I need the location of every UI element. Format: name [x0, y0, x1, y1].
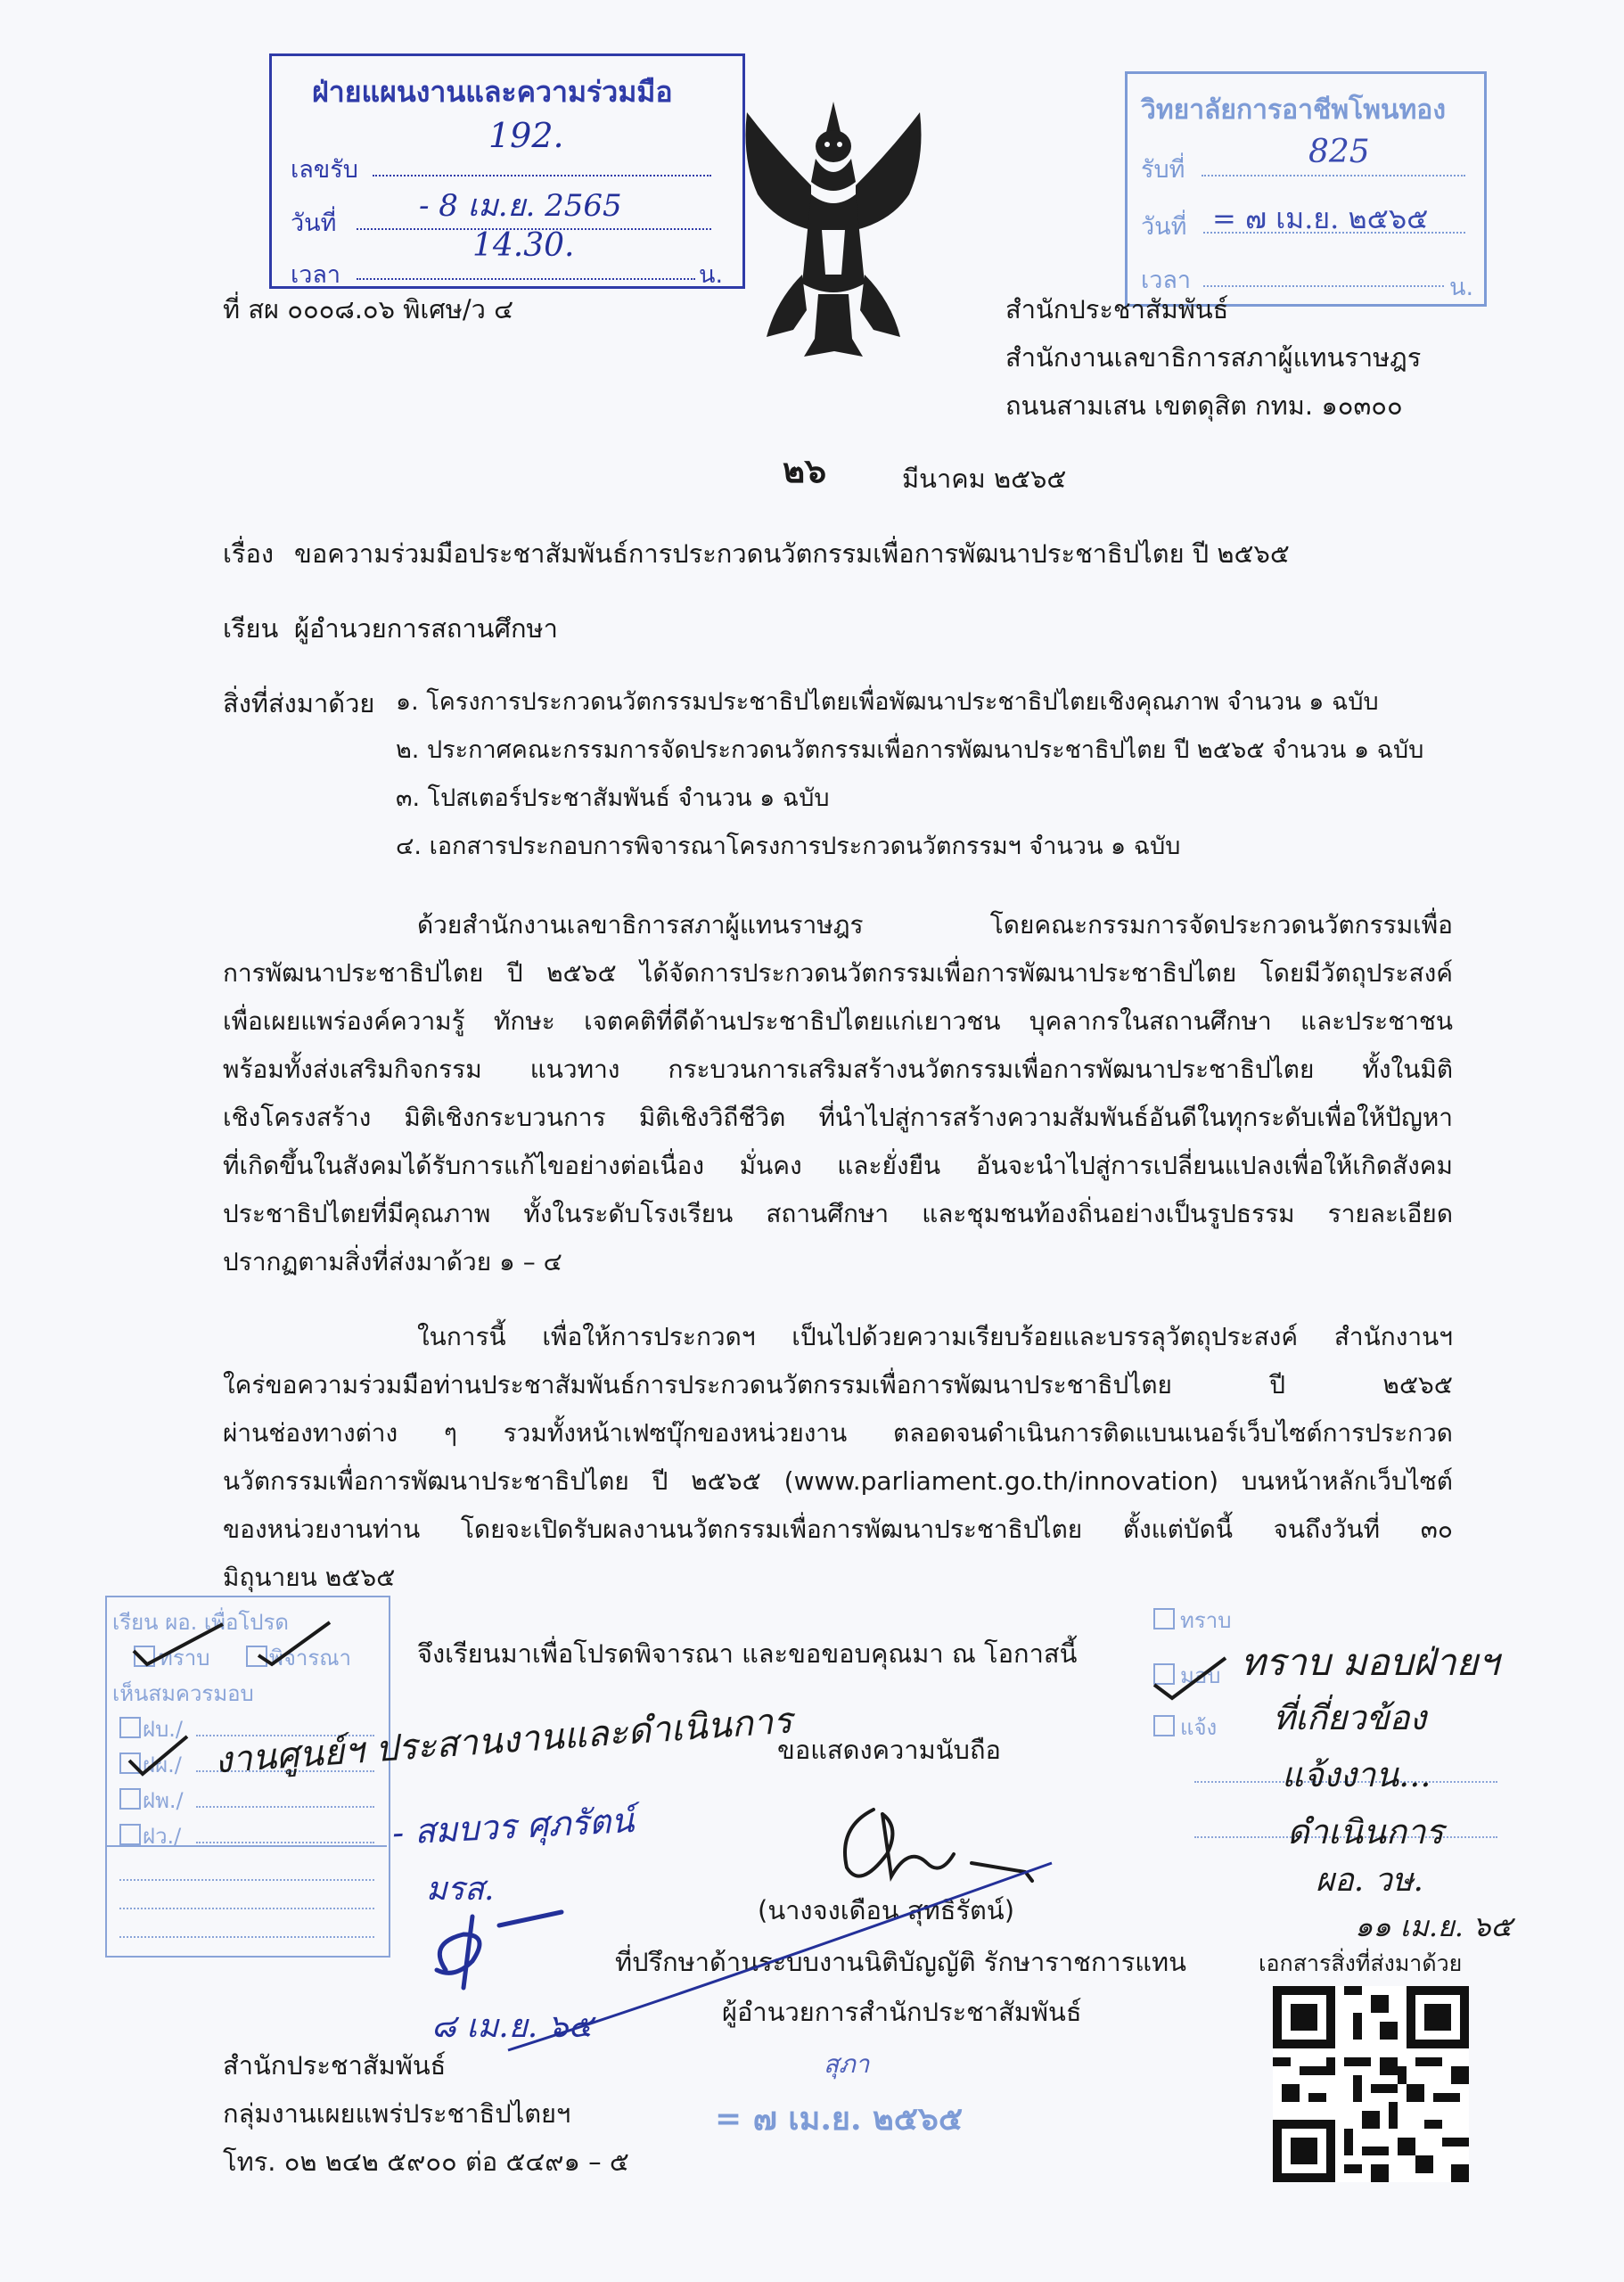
handwritten-right-line-2: ที่เกี่ยวข้อง [1273, 1698, 1427, 1737]
para1-line-2: การพัฒนาประชาธิปไตย ปี ๒๕๖๕ ได้จัดการประกวดนวัตกรรมเพื่อการพัฒนาประชาธิปไตย โดยมีวัตถุประสงค์ [223, 958, 1453, 988]
para2-line-2: ใคร่ขอความร่วมมือท่านประชาสัมพันธ์การประกวดนวัตกรรมเพื่อการพัฒนาประชาธิปไตย ปี ๒๕๖๕ [223, 1370, 1453, 1400]
stamp-right-date-label: วันที่ [1141, 213, 1187, 241]
para1-line-1: ด้วยสำนักงานเลขาธิการสภาผู้แทนราษฎร โดยคณะกรรมการจัดประกวดนวัตกรรมเพื่อ [417, 910, 1453, 940]
checkmark-assign-icon [1150, 1649, 1230, 1703]
footer-line-1: สำนักประชาสัมพันธ์ [223, 2050, 447, 2081]
stamp-left-receive-value: 192. [488, 116, 564, 155]
stamp-left-title: ฝ่ายแผนงานและความร่วมมือ [312, 75, 673, 109]
closing-line: จึงเรียนมาเพื่อโปรดพิจารณา และขอขอบคุณมา ณ โอกาสนี้ [417, 1638, 1078, 1669]
qr-label: เอกสารสิ่งที่ส่งมาด้วย [1259, 1950, 1463, 1976]
routing-left-assign: เห็นสมควรมอบ [112, 1681, 254, 1706]
para2-line-1: ในการนี้ เพื่อให้การประกวดฯ เป็นไปด้วยความเรียบร้อยและบรรลุวัตถุประสงค์ สำนักงานฯ [417, 1322, 1453, 1351]
stamp-right-date-value: = ๗ เม.ย. ๒๕๖๕ [1212, 201, 1429, 235]
handwritten-left-note: งานศูนย์ฯ ประสานงานและดำเนินการ [213, 1700, 794, 1782]
checkmark-acknowledge-icon [125, 1615, 357, 1669]
routing-left-dept-3-checkbox [119, 1788, 141, 1810]
subject-label: เรื่อง [223, 538, 275, 569]
routing-left-to: เรียน ผอ. เพื่อโปรด [112, 1610, 289, 1635]
stamp-right-receive-label: รับที่ [1141, 156, 1185, 184]
routing-right-notify: แจ้ง [1180, 1715, 1218, 1740]
stamp-right-time-label: เวลา [1141, 267, 1192, 294]
enclosure-item-3: ๓. โปสเตอร์ประชาสัมพันธ์ จำนวน ๑ ฉบับ [396, 784, 830, 812]
footer-line-2: กลุ่มงานเผยแพร่ประชาธิปไตยฯ [223, 2098, 571, 2129]
routing-left-dept-4-checkbox [119, 1824, 141, 1845]
letter-date-day: ๒๖ [783, 451, 827, 490]
handwritten-bottom-initial: สุภา [824, 2049, 870, 2079]
enclosure-item-2: ๒. ประกาศคณะกรรมการจัดประกวดนวัตกรรมเพื่อการพัฒนาประชาธิปไตย ปี ๒๕๖๕ จำนวน ๑ ฉบับ [396, 736, 1424, 764]
para2-line-5: ของหน่วยงานท่าน โดยจะเปิดรับผลงานนวัตกรรมเพื่อการพัฒนาประชาธิปไตย ตั้งแต่บัดนี้ จนถึงวันที่ ๓๐ [223, 1514, 1453, 1544]
routing-left-dept-3: ฝพ./ [143, 1788, 184, 1813]
routing-left-consider: พิจารณา [269, 1646, 351, 1670]
regards: ขอแสดงความนับถือ [777, 1735, 1001, 1765]
bottom-date-stamp: = ๗ เม.ย. ๒๕๖๕ [715, 2100, 964, 2138]
enclosure-item-1: ๑. โครงการประกวดนวัตกรรมประชาธิปไตยเพื่อพัฒนาประชาธิปไตยเชิงคุณภาพ จำนวน ๑ ฉบับ [396, 688, 1379, 716]
signer-name: (นางจงเดือน สุทธิรัตน์) [758, 1895, 1015, 1925]
para1-line-7: ประชาธิปไตยที่มีคุณภาพ ทั้งในระดับโรงเรียน สถานศึกษา และชุมชนท้องถิ่นอย่างเป็นรูปธรรม รายละเอียด [223, 1199, 1453, 1228]
checkmark-dept-icon [125, 1729, 196, 1783]
handwritten-right-line-1: ทราบ มอบฝ่ายฯ [1241, 1640, 1499, 1684]
handwritten-right-line-3: แจ้งงาน... [1282, 1755, 1431, 1794]
signer-title-2: ผู้อำนวยการสำนักประชาสัมพันธ์ [722, 1997, 1082, 2027]
handwritten-right-date: ๑๑ เม.ย. ๖๕ [1355, 1909, 1513, 1943]
routing-left-dept-1: ฝบ./ [143, 1717, 184, 1742]
subject-text: ขอความร่วมมือประชาสัมพันธ์การประกวดนวัตกรรมเพื่อการพัฒนาประชาธิปไตย ปี ๒๕๖๕ [294, 538, 1290, 569]
routing-left-dept-2: ฝผ./ [143, 1753, 182, 1777]
routing-left-acknowledge: ทราบ [159, 1646, 210, 1670]
stamp-left-date-label: วันที่ [291, 209, 337, 237]
enclosure-label: สิ่งที่ส่งมาด้วย [223, 688, 375, 718]
routing-left-dept-4: ฝว./ [143, 1824, 182, 1849]
routing-right-acknowledge-checkbox [1153, 1608, 1175, 1629]
stamp-left-receive-label: เลขรับ [291, 156, 358, 184]
garuda-emblem [722, 96, 945, 364]
routing-right-notify-checkbox [1153, 1715, 1175, 1736]
footer-line-3: โทร. ๐๒ ๒๔๒ ๕๙๐๐ ต่อ ๕๔๙๑ – ๕ [223, 2147, 629, 2177]
stamp-right-receive-value: 825 [1308, 134, 1370, 170]
para2-line-4: นวัตกรรมเพื่อการพัฒนาประชาธิปไตย ปี ๒๕๖๕ (www.parliament.go.th/innovation) บนหน้าหลักเว็บไซต์ [223, 1466, 1453, 1496]
signer-title-1: ที่ปรึกษาด้านระบบงานนิติบัญญัติ รักษาราชการแทน [615, 1947, 1186, 1977]
stamp-left-time-value: 14.30. [472, 227, 575, 264]
stamp-left-date-value: - 8 เม.ย. 2565 [419, 188, 622, 224]
para1-line-5: เชิงโครงสร้าง มิติเชิงกระบวนการ มิติเชิงวิถีชีวิต ที่นำไปสู่การสร้างความสัมพันธ์อันดีในทุกระดับเพื่อให้ปัญหา [223, 1103, 1453, 1132]
pen-stroke-line [499, 1854, 1070, 2059]
sender-line-3: ถนนสามเสน เขตดุสิต กทม. ๑๐๓๐๐ [1005, 390, 1403, 421]
enclosure-item-4: ๔. เอกสารประกอบการพิจารณาโครงการประกวดนวัตกรรมฯ จำนวน ๑ ฉบับ [396, 833, 1181, 860]
para1-line-3: เพื่อเผยแพร่องค์ความรู้ ทักษะ เจตคติที่ดีด้านประชาธิปไตยแก่เยาวชน บุคลากรในสถานศึกษา และประชาชน [223, 1006, 1453, 1036]
stamp-right-time-unit: น. [1449, 274, 1474, 301]
para1-line-8: ปรากฏตามสิ่งที่ส่งมาด้วย ๑ – ๔ [223, 1247, 562, 1276]
qr-code [1273, 1986, 1469, 2182]
para1-line-4: พร้อมทั้งส่งเสริมกิจกรรม แนวทาง กระบวนการเสริมสร้างนวัตกรรมเพื่อการพัฒนาประชาธิปไตย ทั้งในมิติ [223, 1055, 1453, 1084]
letter-date-rest: มีนาคม ๒๕๖๕ [902, 464, 1067, 494]
stamp-left-time-label: เวลา [291, 261, 341, 289]
handwritten-left-role: มรส. [426, 1871, 495, 1908]
to-text: ผู้อำนวยการสถานศึกษา [294, 613, 558, 644]
handwritten-right-line-5: ผอ. วษ. [1316, 1862, 1423, 1899]
routing-right-assign: มอบ [1180, 1663, 1221, 1688]
handwritten-right-line-4: ดำเนินการ [1287, 1812, 1444, 1851]
handwritten-left-date: ๘ เม.ย. ๖๕ [431, 2008, 593, 2045]
stamp-right-title: วิทยาลัยการอาชีพโพนทอง [1141, 94, 1446, 126]
routing-right-acknowledge: ทราบ [1180, 1608, 1232, 1633]
to-label: เรียน [223, 613, 279, 644]
stamp-left-time-unit: น. [699, 261, 724, 289]
para1-line-6: ที่เกิดขึ้นในสังคมได้รับการแก้ไขอย่างต่อเนื่อง มั่นคง และยั่งยืน อันจะนำไปสู่การเปลี่ยนแปลงเพื่อให้เกิดสังคม [223, 1151, 1453, 1180]
reference-number: ที่ สผ ๐๐๐๘.๐๖ พิเศษ/ว ๔ [223, 294, 514, 324]
para2-line-3: ผ่านช่องทางต่าง ๆ รวมทั้งหน้าเฟซบุ๊กของหน่วยงาน ตลอดจนดำเนินการติดแบนเนอร์เว็บไซต์การประกวด [223, 1418, 1453, 1448]
handwritten-left-name: - สมบวร ศุภรัตน์ [391, 1800, 636, 1853]
sender-line-1: สำนักประชาสัมพันธ์ [1005, 294, 1229, 324]
sender-line-2: สำนักงานเลขาธิการสภาผู้แทนราษฎร [1005, 342, 1422, 373]
para2-line-6: มิถุนายน ๒๕๖๕ [223, 1563, 396, 1592]
